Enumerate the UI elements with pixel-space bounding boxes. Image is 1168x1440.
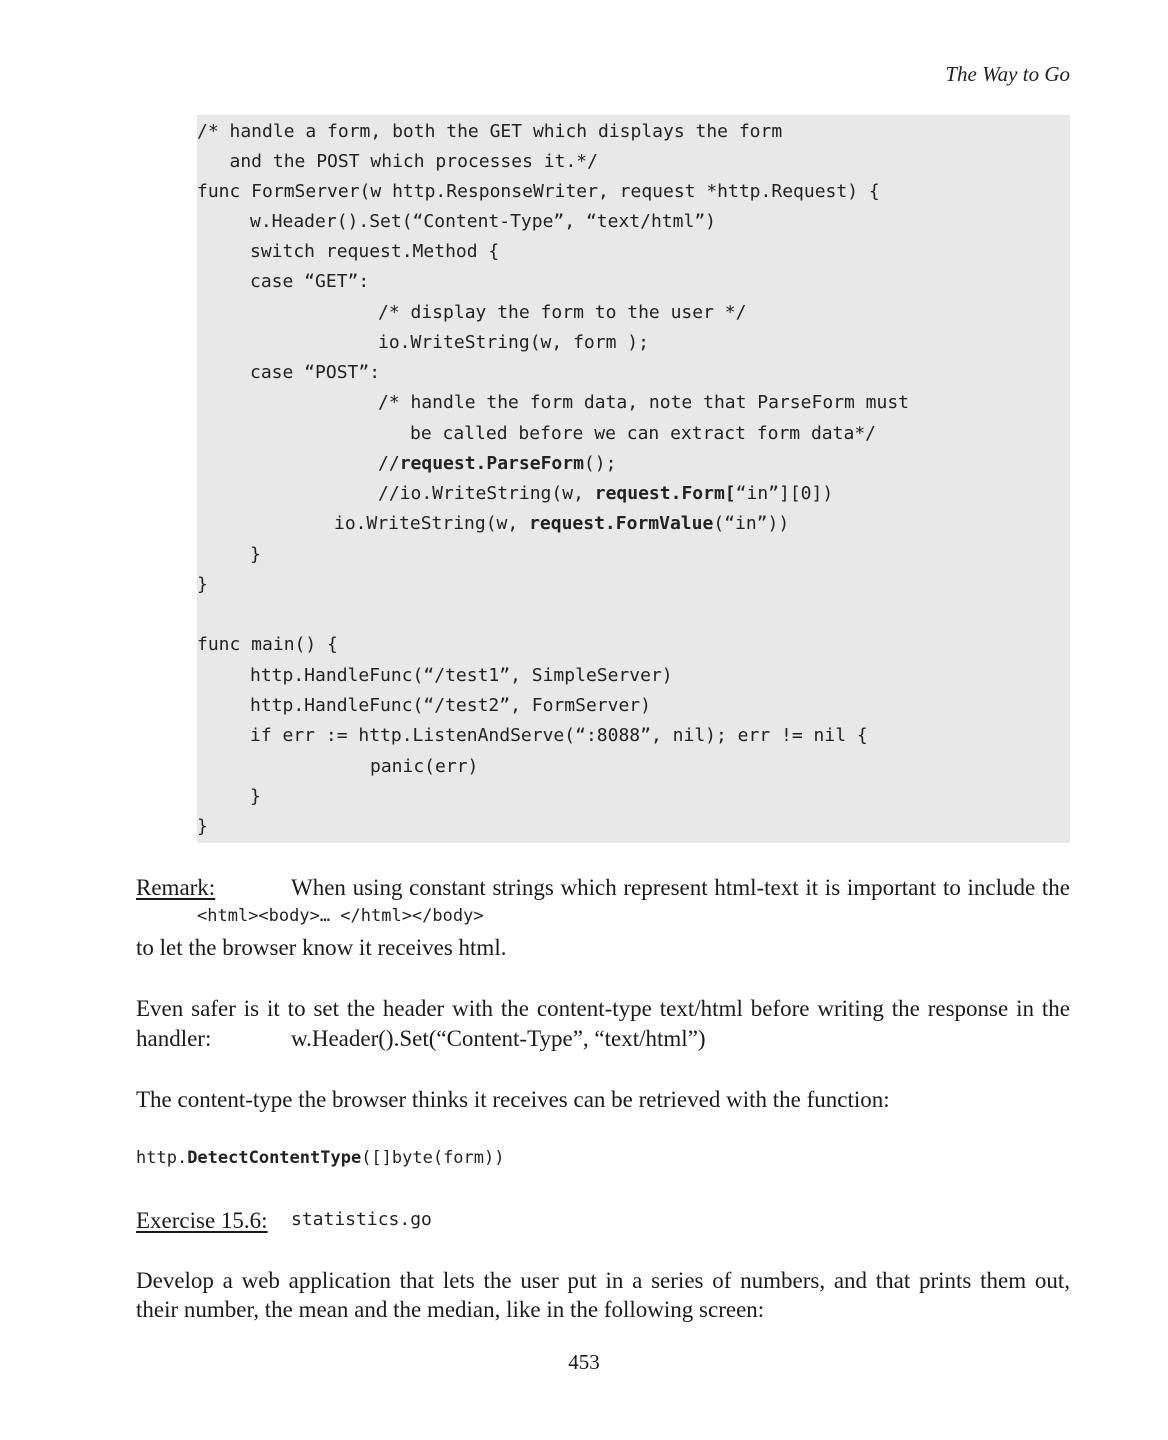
code-text: http.: [136, 1148, 188, 1168]
remark-code: <html><body>… </html></body>: [197, 906, 484, 926]
code-bold: request.FormValue: [529, 513, 714, 534]
safer-label: handler:: [136, 1026, 212, 1051]
code-line: [334, 509, 789, 539]
develop-line: Develop a web application that lets the user put in a series of numbers, and that prints them out,: [136, 1268, 1070, 1293]
code-line: [378, 479, 833, 509]
code-text: //io.WriteString(w,: [378, 483, 595, 504]
code-line: }: [197, 816, 208, 837]
code-line: and the POST which processes it.*/: [197, 151, 598, 172]
remark-tail: to let the browser know it receives html.: [136, 935, 507, 960]
code-line: /* display the form to the user */: [378, 302, 747, 323]
code-line: /* handle a form, both the GET which displays the form: [197, 121, 783, 142]
exercise-file: statistics.go: [291, 1209, 432, 1230]
safer-line: Even safer is it to set the header with the content-type text/html before writing the response in the: [136, 996, 1070, 1021]
code-line: }: [197, 574, 208, 595]
running-head: The Way to Go: [945, 62, 1070, 86]
safer-code: w.Header().Set(“Content-Type”, “text/html”): [291, 1026, 706, 1051]
code-line: case “GET”:: [250, 271, 370, 292]
code-bold: DetectContentType: [187, 1148, 362, 1168]
code-block: [197, 115, 1070, 843]
exercise-label: Exercise 15.6:: [136, 1208, 268, 1233]
code-text: io.WriteString(w,: [334, 513, 530, 534]
remark-text: When using constant strings which represent html-text it is important to include the: [291, 875, 1070, 900]
detect-code: [136, 1148, 504, 1168]
page-number: 453: [568, 1350, 600, 1374]
code-text: ();: [583, 453, 617, 474]
code-bold: request.ParseForm: [399, 453, 584, 474]
remark-label: Remark:: [136, 875, 216, 900]
code-text: //: [378, 453, 400, 474]
code-text: (“in”)): [713, 513, 790, 534]
code-line: func main() {: [197, 634, 338, 655]
code-line: http.HandleFunc(“/test1”, SimpleServer): [250, 665, 673, 686]
content-type-paragraph: The content-type the browser thinks it receives can be retrieved with the function:: [136, 1087, 890, 1112]
develop-line: their number, the mean and the median, like in the following screen:: [136, 1297, 765, 1322]
code-line: [378, 449, 616, 479]
code-line: io.WriteString(w, form );: [378, 332, 649, 353]
code-line: if err := http.ListenAndServe(“:8088”, nil); err != nil {: [250, 725, 868, 746]
code-line: case “POST”:: [250, 362, 381, 383]
code-text: “in”][0]): [735, 483, 834, 504]
code-line: w.Header().Set(“Content-Type”, “text/html”): [250, 211, 716, 232]
code-line: http.HandleFunc(“/test2”, FormServer): [250, 695, 651, 716]
code-line: be called before we can extract form data*/: [410, 423, 876, 444]
code-bold: request.Form[: [594, 483, 736, 504]
code-line: panic(err): [370, 756, 479, 777]
code-line: /* handle the form data, note that ParseForm must: [378, 392, 910, 413]
code-line: func FormServer(w http.ResponseWriter, request *http.Request) {: [197, 181, 880, 202]
code-line: }: [250, 786, 261, 807]
code-text: ([]byte(form)): [361, 1148, 505, 1168]
code-line: }: [250, 544, 261, 565]
code-line: switch request.Method {: [250, 241, 500, 262]
